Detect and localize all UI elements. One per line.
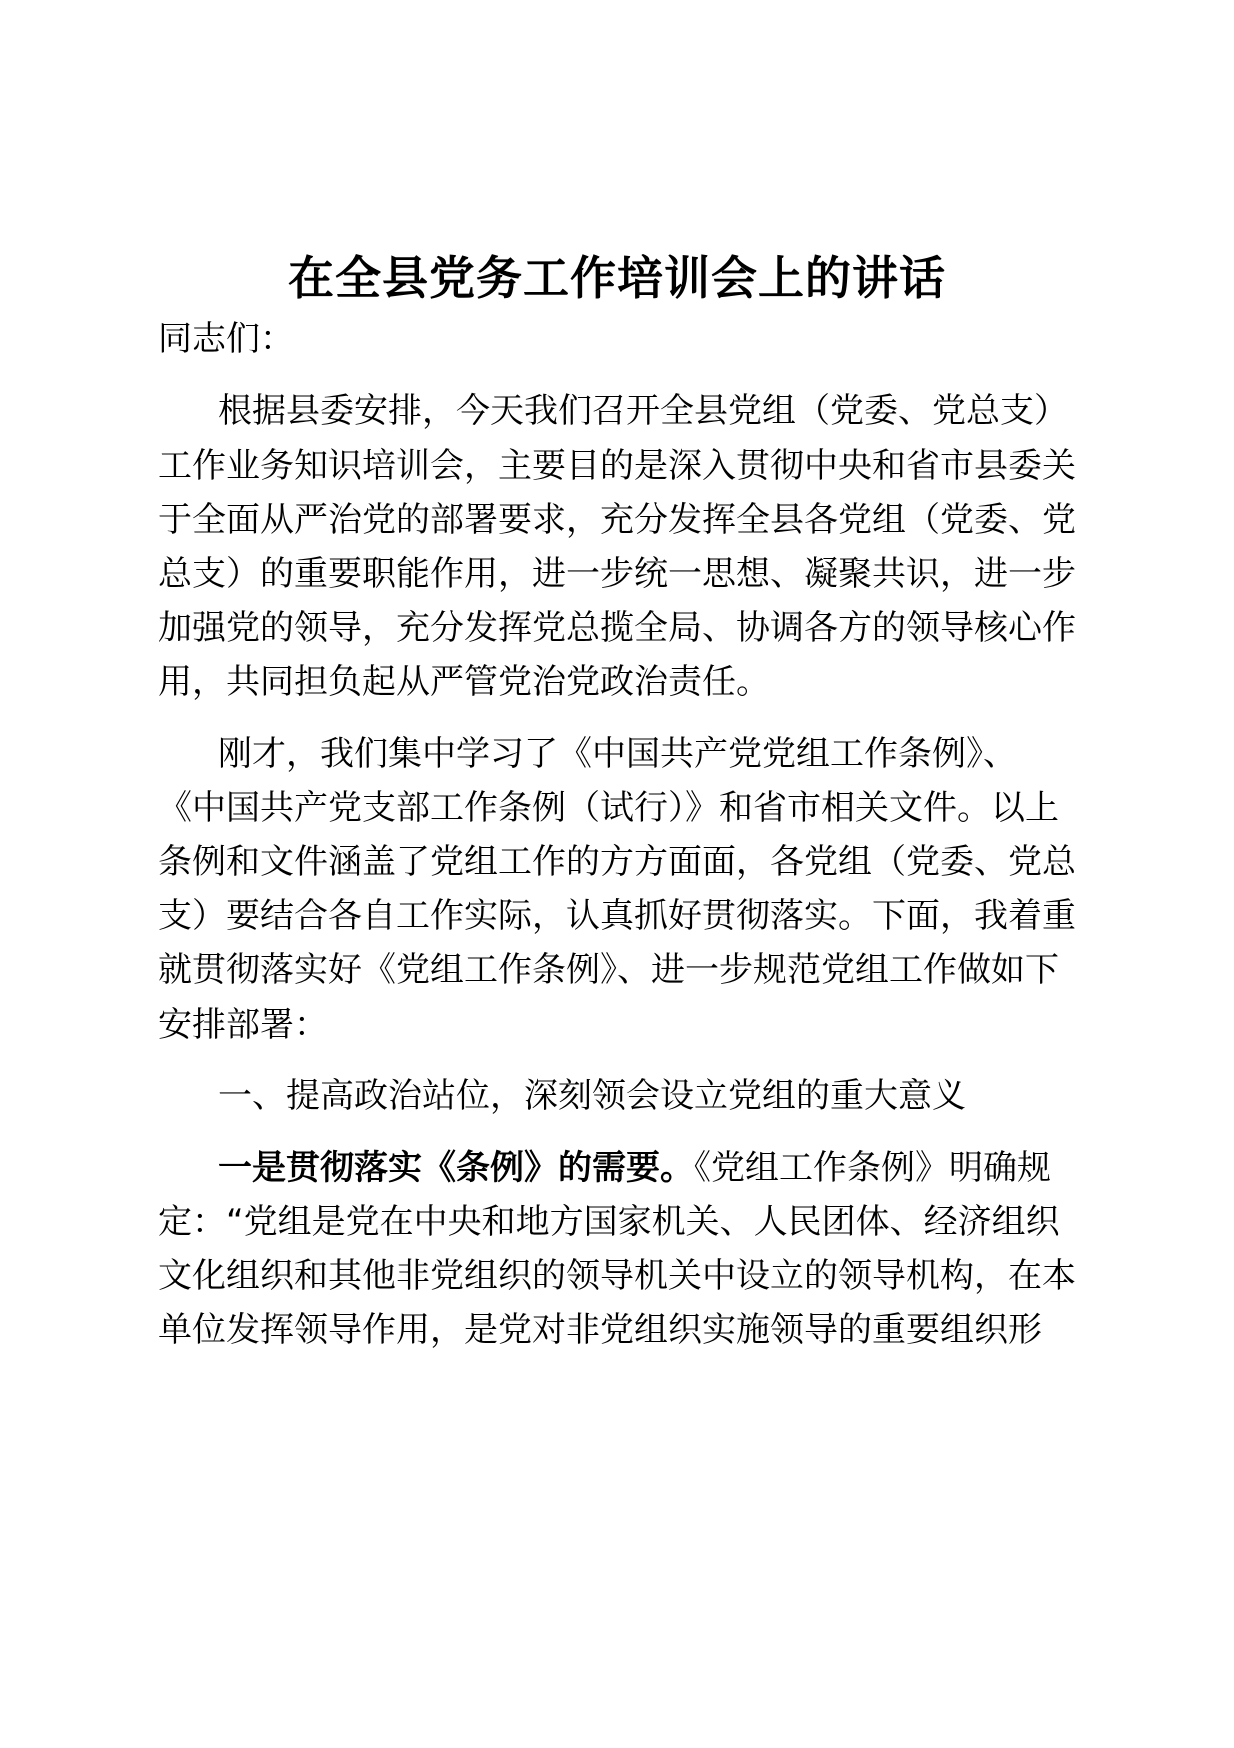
paragraph-3-line-3: 文化组织和其他非党组织的领导机关中设立的领导机构，在本 <box>158 1256 1076 1296</box>
paragraph-3-first-line-rest: 《党组工作条例》明确规 <box>694 1148 1051 1188</box>
page-title: 在全县党务工作培训会上的讲话 <box>288 251 946 305</box>
section-heading: 一、提高政治站位，深刻领会设立党组的重大意义 <box>218 1076 966 1116</box>
paragraph-2-line-1: 刚才，我们集中学习了《中国共产党党组工作条例》、 <box>218 734 1017 774</box>
paragraph-2-line-3: 条例和文件涵盖了党组工作的方方面面，各党组（党委、党总 <box>158 842 1076 882</box>
paragraph-3-line-1 <box>218 1146 1051 1190</box>
paragraph-1-line-1: 根据县委安排，今天我们召开全县党组（党委、党总支） <box>218 391 1068 431</box>
paragraph-1-line-6: 用，共同担负起从严管党治党政治责任。 <box>158 662 770 702</box>
paragraph-1-line-3: 于全面从严治党的部署要求，充分发挥全县各党组（党委、党 <box>158 500 1076 540</box>
paragraph-1-line-4: 总支）的重要职能作用，进一步统一思想、凝聚共识，进一步 <box>158 554 1076 594</box>
paragraph-3-line-4: 单位发挥领导作用，是党对非党组织实施领导的重要组织形 <box>158 1310 1042 1350</box>
paragraph-1-line-2: 工作业务知识培训会，主要目的是深入贯彻中央和省市县委关 <box>158 446 1076 486</box>
paragraph-3-lead: 一是贯彻落实《条例》的需要。 <box>218 1148 694 1188</box>
salutation: 同志们： <box>158 319 294 359</box>
paragraph-2-line-5: 就贯彻落实好《党组工作条例》、进一步规范党组工作做如下 <box>158 950 1059 990</box>
paragraph-2-line-6: 安排部署： <box>158 1005 328 1045</box>
paragraph-1-line-5: 加强党的领导，充分发挥党总揽全局、协调各方的领导核心作 <box>158 608 1076 648</box>
paragraph-2-line-4: 支）要结合各自工作实际，认真抓好贯彻落实。下面，我着重 <box>158 896 1076 936</box>
paragraph-2-line-2: 《中国共产党支部工作条例（试行）》和省市相关文件。以上 <box>158 788 1059 828</box>
paragraph-3-line-2: 定：“党组是党在中央和地方国家机关、人民团体、经济组织 <box>158 1202 1060 1242</box>
